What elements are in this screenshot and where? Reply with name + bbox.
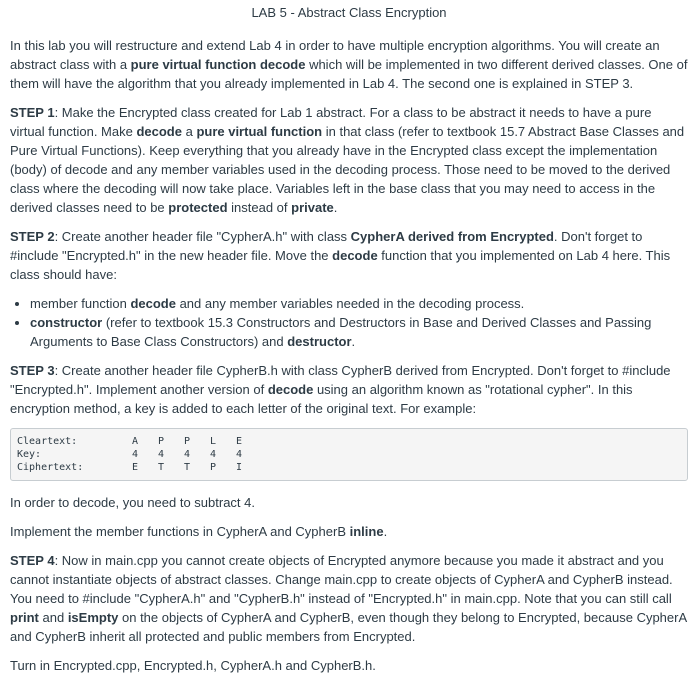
step1-text: instead of (227, 200, 292, 215)
code-cell: 4 (235, 449, 243, 460)
step4-text: and (38, 610, 68, 625)
code-cell: P (183, 436, 191, 447)
code-cell: 4 (209, 449, 217, 460)
code-row-key (17, 448, 681, 461)
list-text: (refer to textbook 15.3 Constructors and Destructors in Base and Derived Classes and Passing Arguments to Base Class Constructors) and (30, 315, 652, 349)
step4-bold: print (10, 610, 39, 625)
code-cell: 4 (157, 449, 165, 460)
code-cell: T (157, 462, 165, 473)
step2-list (10, 294, 688, 351)
step2-text: function that you implemented on Lab 4 here. This class should have: (10, 248, 671, 282)
intro-bold: pure virtual function decode (130, 57, 306, 72)
code-label: Ciphertext: (17, 462, 84, 473)
step4-text: on the objects of CypherA and CypherB, even though they belong to Encrypted, because CypherA and CypherB inherit all protected and public members from Encrypted. (10, 610, 687, 644)
step3-bold: decode (267, 382, 314, 397)
inline-text: . (383, 524, 388, 539)
list-text: member function (30, 296, 131, 311)
step1-label: STEP 1 (10, 105, 55, 120)
step1-text: in that class (refer to textbook 15.7 Abstract Base Classes and Pure Virtual Functions). Keep everything that you already have in the Encrypted class except the implementation (body) of decode and any member variables used in the decoding process. Those need to be moved to the derived class where the decoding will now take place. Variables left in the base class that you may need to access in the derived classes need to be (10, 124, 685, 215)
code-cell: A (131, 436, 139, 447)
intro-text: In this lab you will restructure and extend Lab 4 in order to have multiple encryption algorithms. You will create an abstract class with a (10, 38, 660, 72)
code-label: Cleartext: (17, 436, 78, 447)
code-cell: I (235, 462, 243, 473)
inline-text: Implement the member functions in CypherA and CypherB (10, 524, 350, 539)
page-title: LAB 5 - Abstract Class Encryption (251, 5, 447, 20)
inline-bold: inline (349, 524, 384, 539)
step1-paragraph (10, 103, 688, 217)
example-code-block (10, 428, 688, 481)
turn-in-note: Turn in Encrypted.cpp, Encrypted.h, CypherA.h and CypherB.h. (10, 658, 376, 673)
code-cell: E (235, 436, 243, 447)
list-text: and any member variables needed in the decoding process. (175, 296, 525, 311)
code-cell: L (209, 436, 217, 447)
step1-text: : Make the Encrypted class created for Lab 1 abstract. For a class to be abstract it needs to have a pure virtual function. Make (10, 105, 652, 139)
step2-text: : Create another header file "CypherA.h" with class (54, 229, 351, 244)
step3-paragraph (10, 361, 688, 418)
code-cell: T (183, 462, 191, 473)
step1-text: a (181, 124, 197, 139)
step2-paragraph (10, 227, 688, 284)
code-label: Key: (17, 449, 42, 460)
step3-text: : Create another header file CypherB.h with class CypherB derived from Encrypted. Don't forget to #include "Encrypted.h". Implement another version of (10, 363, 671, 397)
step4-text: : Now in main.cpp you cannot create objects of Encrypted anymore because you made it abstract and you cannot instantiate objects of abstract classes. Change main.cpp to create objects of CypherA and CypherB instead. You need to #include "CypherA.h" and "CypherB.h" instead of "Encrypted.h" in main.cpp. Note that you can still call (10, 553, 673, 606)
decode-note: In order to decode, you need to subtract 4. (10, 495, 255, 510)
step1-text: . (333, 200, 338, 215)
list-bold: constructor (30, 315, 103, 330)
step1-bold: decode (136, 124, 182, 139)
intro-paragraph (10, 36, 688, 93)
step2-bold: CypherA derived from Encrypted (350, 229, 554, 244)
list-item (30, 313, 688, 351)
list-bold: destructor (287, 334, 352, 349)
step4-label: STEP 4 (10, 553, 55, 568)
step2-bold: decode (332, 248, 378, 263)
code-cell: E (131, 462, 139, 473)
list-item (30, 294, 688, 313)
step4-bold: isEmpty (67, 610, 119, 625)
code-row-cleartext (17, 435, 681, 448)
step2-label: STEP 2 (10, 229, 55, 244)
inline-note (10, 522, 688, 541)
step4-paragraph (10, 551, 688, 646)
step3-label: STEP 3 (10, 363, 55, 378)
list-text: . (351, 334, 356, 349)
step1-bold: pure virtual function (196, 124, 323, 139)
intro-text: which will be implemented in two different derived classes. One of them will have the algorithm that you already implemented in Lab 4. The second one is explained in STEP 3. (10, 57, 688, 91)
step1-bold: protected (168, 200, 228, 215)
code-cell: P (157, 436, 165, 447)
list-bold: decode (130, 296, 176, 311)
code-cell: 4 (131, 449, 139, 460)
code-cell: P (209, 462, 217, 473)
step3-text: using an algorithm known as "rotational cypher". In this encryption method, a key is added to each letter of the original text. For example: (10, 382, 633, 416)
code-row-ciphertext (17, 461, 681, 474)
step2-text: . Don't forget to #include "Encrypted.h" in the new header file. Move the (10, 229, 643, 263)
code-cell: 4 (183, 449, 191, 460)
step1-bold: private (291, 200, 334, 215)
